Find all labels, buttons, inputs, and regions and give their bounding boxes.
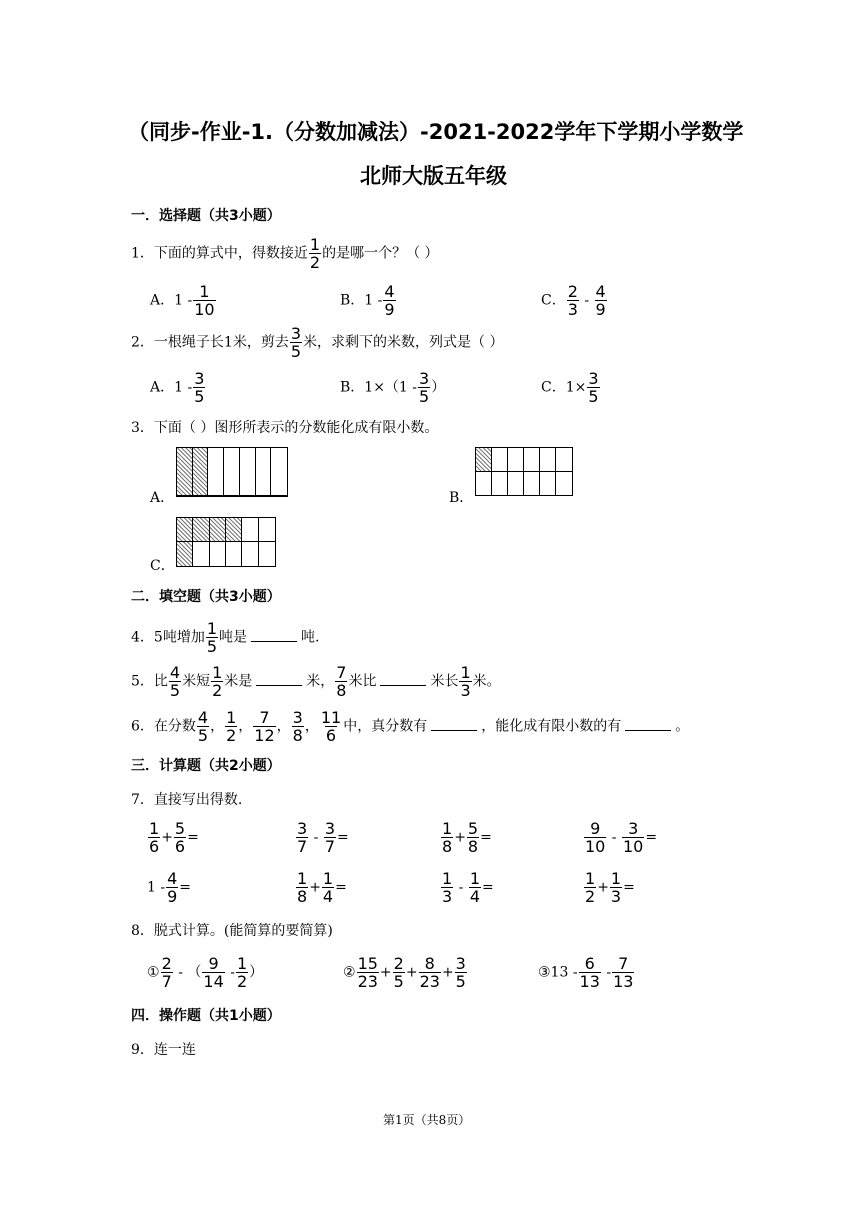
numerator: 1 [442,869,453,888]
option-3b-label: B． [449,490,474,506]
numerator: 5 [467,819,479,838]
numerator: 2 [567,282,578,301]
fraction [441,820,453,855]
question-5: 5．比 $\frac{4}{5}$ 米短 $\frac{1}{2}$ 米是 米， $\frac{7}{8}$ 米比 米长 $\frac{1}{3}$ 米。 [131,663,501,700]
equals-sign: = [482,879,494,896]
calc-8-2: ② $\frac{15}{23}$ + $\frac{2}{5}$ + $\frac{8}{23}$ + $\frac{3}{5}$ [343,954,466,991]
equals-sign: = [187,829,199,846]
numerator: 1 [226,708,237,727]
numerator: 1 [585,869,596,888]
numerator: 1 [469,869,481,888]
numerator: 7 [259,708,270,727]
denominator: 6 [325,726,337,745]
equals-sign: = [179,879,192,896]
numerator: 3 [292,708,303,727]
equals-sign: = [645,829,658,846]
denominator: 4 [469,887,481,906]
fraction [335,664,347,699]
numerator: 3 [455,954,466,973]
fraction [193,283,215,318]
numerator: 1 [309,235,321,254]
denominator: 5 [419,387,430,406]
numerator: 3 [194,369,205,388]
figure-3a [176,447,288,497]
fraction [467,820,479,855]
numerator: 1 [149,819,160,838]
numerator: 11 [320,708,342,727]
fraction [322,870,334,905]
operator: 1 - [147,879,166,896]
numerator: 4 [197,708,209,727]
fraction [567,283,579,318]
q7-item [147,820,199,855]
denominator: 5 [197,726,209,745]
denominator: 8 [467,837,479,856]
numerator: 3 [324,819,336,838]
denominator: 5 [194,387,205,406]
fraction [419,955,441,990]
fraction [383,283,395,318]
numerator: 8 [424,954,435,973]
denominator: 10 [585,837,606,856]
fraction [211,664,223,699]
numerator: 4 [167,869,178,888]
fraction [296,870,308,905]
q7-item [295,820,349,855]
numerator: 1 [610,869,622,888]
fraction [610,870,622,905]
q7-item [147,870,191,905]
fraction [236,955,248,990]
denominator: 8 [297,887,308,906]
option-1a: A．1 - $\frac{1}{10}$ [150,282,215,319]
numerator: 1 [236,954,248,973]
numerator: 1 [460,663,471,682]
denominator: 12 [254,726,275,745]
denominator: 5 [169,681,181,700]
numerator: 1 [206,619,218,638]
question-2: 2．一根绳子长1米，剪去 $\frac{3}{5}$ 米，求剩下的米数，列式是（ ） [131,324,504,361]
q7-item [583,820,657,855]
denominator: 3 [442,887,453,906]
equals-sign: = [335,879,347,896]
equals-sign: = [623,879,635,896]
fraction [579,955,601,990]
q7-item [295,870,347,905]
denominator: 5 [588,387,599,406]
question-4: 4．5吨增加 $\frac{1}{5}$ 吨是 吨. [131,619,320,656]
denominator: 23 [357,972,378,991]
fraction [612,955,634,990]
question-7: 7．直接写出得数. [131,792,243,808]
option-2a: A．1 - $\frac{3}{5}$ [150,369,205,406]
fraction [197,709,209,744]
numerator: 1 [322,869,334,888]
denominator: 9 [384,300,395,319]
denominator: 2 [585,887,596,906]
answer-blank[interactable] [251,629,297,642]
fraction [418,370,430,405]
denominator: 9 [167,887,178,906]
fraction [455,955,467,990]
numerator: 6 [584,954,595,973]
denominator: 6 [174,837,186,856]
denominator: 8 [292,726,303,745]
denominator: 2 [236,972,248,991]
operator: - [607,829,621,846]
page-subtitle: 北师大版五年级 [360,164,507,188]
fraction [174,820,186,855]
equals-sign: = [480,829,492,846]
fraction [587,370,599,405]
option-1c: C． $\frac{2}{3}$ - $\frac{4}{9}$ [541,282,606,319]
numerator: 4 [169,663,181,682]
numerator: 2 [393,954,404,973]
numerator: 9 [590,819,601,838]
question-9: 9．连一连 [131,1042,196,1058]
denominator: 2 [212,681,223,700]
fraction [225,709,237,744]
fraction [253,709,275,744]
equals-sign: = [337,829,349,846]
option-2c: C．1× $\frac{3}{5}$ [541,369,599,406]
option-2b: B．1×（1 - $\frac{3}{5}$ ） [340,369,446,406]
denominator: 7 [161,972,172,991]
answer-blank[interactable] [625,718,671,731]
figure-3b [475,447,573,496]
fraction [584,820,606,855]
denominator: 7 [297,837,308,856]
fraction [595,283,607,318]
fraction [459,664,471,699]
operator: + [454,829,466,846]
numerator: 4 [384,282,395,301]
fraction [202,955,224,990]
fraction [320,709,342,744]
denominator: 5 [290,342,302,361]
fraction [206,620,218,655]
numerator: 1 [442,819,453,838]
operator: + [597,879,609,896]
denominator: 8 [336,681,347,700]
option-3c-label: C． [150,558,175,574]
answer-blank[interactable] [256,673,302,686]
denominator: 8 [442,837,453,856]
numerator: 3 [588,369,599,388]
fraction [290,325,302,360]
figure-3c [176,517,276,567]
section-heading-choice: 一．选择题（共3小题） [131,208,281,224]
denominator: 14 [203,972,224,991]
fraction [161,955,173,990]
fraction [148,820,160,855]
section-heading-calc: 三．计算题（共2小题） [131,758,281,774]
denominator: 3 [460,681,471,700]
denominator: 23 [419,972,440,991]
denominator: 10 [194,300,215,319]
fraction [324,820,336,855]
fraction [296,820,308,855]
operator: - [454,879,468,896]
operator: - [309,829,323,846]
operator: + [309,879,321,896]
operator: + [161,829,173,846]
question-3: 3．下面（ ）图形所表示的分数能化成有限小数。 [131,420,439,436]
denominator: 4 [322,887,334,906]
option-3a-label: A． [150,490,175,506]
fraction [193,370,205,405]
numerator: 7 [336,663,347,682]
question-8: 8．脱式计算。(能简算的要简算) [131,923,333,939]
numerator: 3 [290,324,302,343]
fraction [469,870,481,905]
q7-item [440,870,494,905]
page-title: （同步-作业-1.（分数加减法）-2021-2022学年下学期小学数学 [128,120,744,144]
page-footer: 第1页（共8页） [383,1113,471,1127]
denominator: 10 [623,837,644,856]
denominator: 2 [226,726,237,745]
section-heading-fill: 二．填空题（共3小题） [131,589,281,605]
denominator: 13 [579,972,600,991]
denominator: 5 [393,972,404,991]
numerator: 3 [297,819,308,838]
numerator: 1 [297,869,308,888]
fraction [584,870,596,905]
numerator: 7 [618,954,629,973]
fraction [166,870,178,905]
answer-blank[interactable] [431,718,477,731]
numerator: 3 [419,369,430,388]
denominator: 5 [206,637,218,656]
numerator: 2 [161,954,172,973]
fraction [393,955,405,990]
section-heading-operate: 四．操作题（共1小题） [131,1008,281,1024]
question-6: 6．在分数 $\frac{4}{5}$ ， $\frac{1}{2}$ ， $\frac{7}{12}$ ， $\frac{3}{8}$ ， $\frac{11}{6}$ 中，真分数有 ，能化成有限小数的有 。 [131,708,690,745]
denominator: 3 [610,887,622,906]
denominator: 3 [567,300,578,319]
denominator: 2 [309,253,321,272]
fraction [441,870,453,905]
fraction [169,664,181,699]
calc-8-3: ③13 - $\frac{6}{13}$ - $\frac{7}{13}$ [538,954,634,991]
numerator: 15 [357,954,378,973]
numerator: 5 [174,819,186,838]
fraction [292,709,304,744]
denominator: 13 [613,972,634,991]
numerator: 4 [595,282,606,301]
fraction [622,820,644,855]
numerator: 3 [628,819,639,838]
option-1b: B．1 - $\frac{4}{9}$ [340,282,395,319]
denominator: 5 [455,972,466,991]
numerator: 9 [208,954,219,973]
numerator: 1 [212,663,223,682]
calc-8-1: ① $\frac{2}{7}$ - （ $\frac{9}{14}$ - $\frac{1}{2}$ ） [147,954,264,991]
denominator: 6 [149,837,160,856]
numerator: 1 [199,282,210,301]
answer-blank[interactable] [380,673,426,686]
denominator: 7 [324,837,336,856]
fraction [309,236,321,271]
fraction [357,955,379,990]
q7-item [440,820,492,855]
denominator: 9 [595,300,606,319]
q7-item [583,870,635,905]
question-1: 1．下面的算式中，得数接近 $\frac{1}{2}$ 的是哪一个？（ ） [131,235,439,272]
